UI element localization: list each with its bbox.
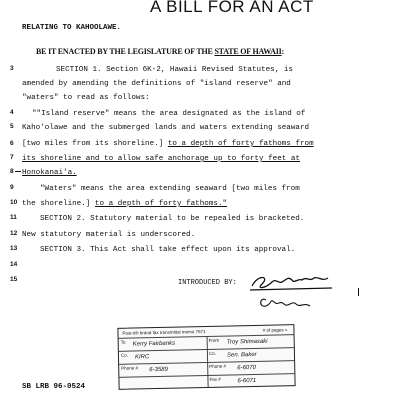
text-line: Kaho'olawe and the submerged lands and waters extending seaward [22,124,310,132]
line-number: 10 [10,199,18,206]
bill-reference: SB LRB 96-0524 [22,383,86,391]
line-number: 5 [10,123,14,130]
fax-note-fax-from: 6-6071 [237,377,257,385]
text-line: SECTION 2. Statutory material to be repealed is bracketed. [40,215,305,223]
fax-note-phone-from: 6-6070 [237,364,256,372]
fax-note-pages-label: # of pages » [262,327,288,333]
enacting-state: STATE OF HAWAII [214,47,282,56]
text-line: "Waters" means the area extending seaward [two miles from [40,185,300,193]
line-number: 4 [10,109,14,116]
text-line: SECTION 1. Section 6K-2, Hawaii Revised Statutes, is [56,66,293,74]
fax-transmittal-note [117,324,295,390]
enacting-clause [36,47,284,56]
fax-note-co-from-label: Co. [208,350,216,356]
fax-note-phone-to: 6-3589 [149,366,169,374]
text-line [22,140,314,149]
line-number: 13 [10,245,18,252]
fax-note-row-fax [119,373,294,391]
relating-line: RELATING TO KAHOOLAWE. [22,24,122,32]
fax-note-co-to: KIRC [134,354,150,361]
text-line: ""Island reserve" means the area designated as the island of [32,110,306,118]
fax-note-fax-label: Fax # [209,376,221,382]
fax-note-co-from: Sen. Baker [226,351,257,359]
text-line: Honokanai'a. [22,169,77,177]
line-number: 14 [10,261,18,268]
enacting-suffix: : [281,47,284,56]
line-number: 11 [10,214,17,221]
underscored-text: to a depth of forty fathoms." [94,200,228,208]
fax-note-from: Troy Shimasaki [226,338,268,346]
line-number: 15 [10,276,18,283]
bracketed-text: the shoreline.] [22,200,95,208]
text-line [22,200,227,209]
text-line: SECTION 3. This Act shall take effect upon its approval. [40,246,296,254]
fax-note-header: Post-it® brand fax transmittal memo 7671 [122,329,206,336]
text-line: New statutory material is underscored. [22,231,196,239]
line-number: 7 [10,154,14,161]
fax-note-to-label: To [120,339,126,345]
fax-note-phone-from-label: Phone # [209,363,227,369]
bill-title: A BILL FOR AN ACT [150,0,314,16]
fax-note-phone-label: Phone # [121,365,139,371]
margin-mark [15,171,21,172]
text-line: its shoreline and to allow safe anchorage up to forty feet at [22,155,300,163]
enacting-prefix: BE IT ENACTED BY THE LEGISLATURE OF THE [36,47,215,56]
line-number: 12 [10,230,18,237]
introduced-by-label: INTRODUCED BY: [178,279,237,287]
text-line: amended by amending the definitions of "island reserve" and [22,80,291,88]
line-number: 6 [10,140,14,147]
fax-note-co-label: Co. [120,352,129,358]
signature [248,274,338,320]
text-line: "waters" to read as follows: [22,94,150,102]
signature-scribble-icon [248,274,338,320]
margin-mark [358,288,359,296]
fax-note-from-label: From [208,337,220,343]
line-number: 8 [10,168,14,175]
underscored-text: to a depth of forty fathoms from [167,140,314,148]
bracketed-text: [two miles from its shoreline.] [22,140,168,148]
line-number: 3 [10,65,14,72]
fax-note-to: Kerry Fairbanks [132,340,176,348]
line-number: 9 [10,184,14,191]
